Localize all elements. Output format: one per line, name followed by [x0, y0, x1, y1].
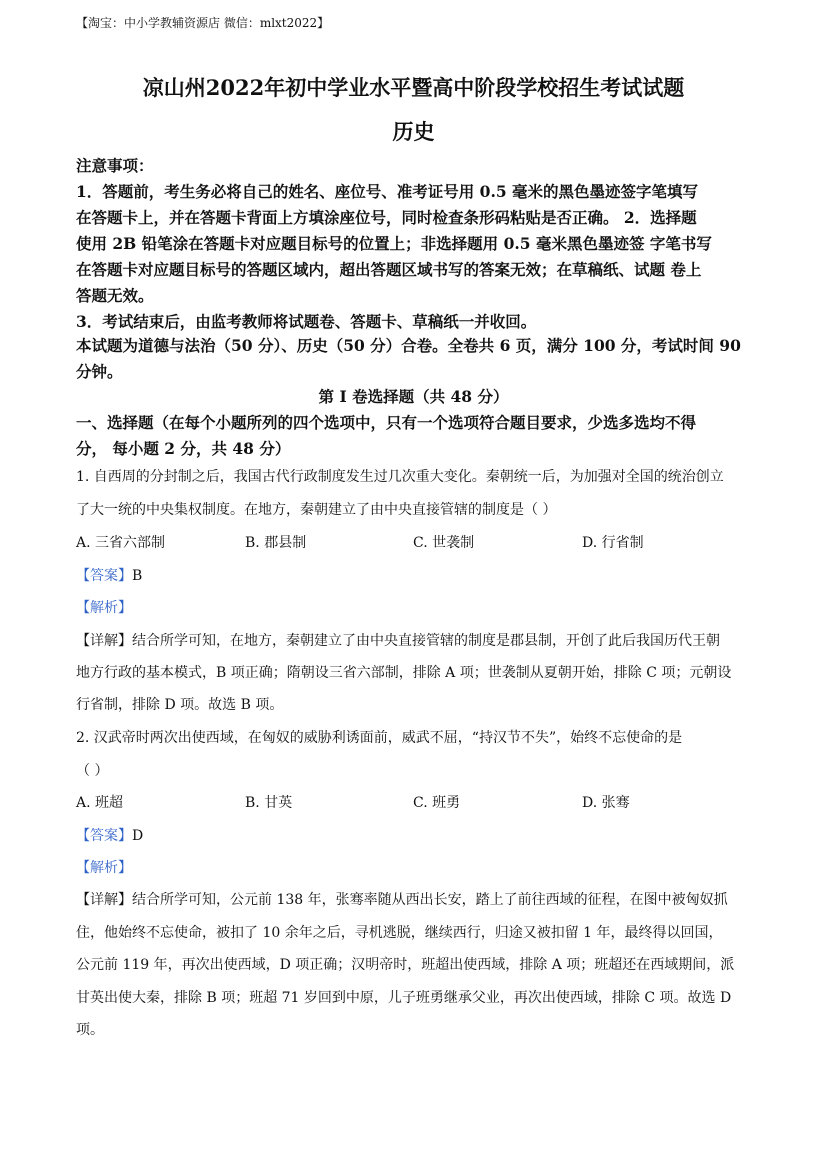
answer-value: B	[132, 568, 143, 584]
option-d: D. 行省制	[582, 535, 644, 551]
question-2-stem: （ ）	[76, 763, 109, 779]
detail-line: 地方行政的基本模式，B 项正确；隋朝设三省六部制，排除 A 项；世袭制从夏朝开始，排除 C 项；元朝设	[76, 665, 732, 681]
notice-line: 在答题卡对应题目标号的答题区域内，超出答题区域书写的答案无效；在草稿纸、试题 卷上	[76, 260, 702, 279]
option-c: C. 班勇	[413, 795, 461, 811]
question-1-stem: 了大一统的中央集权制度。在地方，秦朝建立了由中央直接管辖的制度是（ ）	[76, 502, 557, 518]
option-c: C. 世袭制	[413, 535, 475, 551]
option-b: B. 郡县制	[245, 535, 307, 551]
detail-label: 【详解】	[76, 892, 132, 908]
option-a: A. 班超	[76, 795, 124, 811]
detail-line: 公元前 119 年，再次出使西域，D 项正确；汉明帝时，班超出使西域，排除 A 项；班超还在西域期间，派	[76, 957, 735, 973]
notice-heading: 注意事项：	[76, 156, 154, 175]
notice-line: 本试题为道德与法治（50 分）、历史（50 分）合卷。全卷共 6 页，满分 100 分，考试时间 90	[76, 336, 741, 355]
detail-line: 住，他始终不忘使命，被扣了 10 余年之后，寻机逃脱，继续西行，归途又被扣留 1 年，最终得以回国，	[76, 925, 723, 941]
option-a: A. 三省六部制	[76, 535, 166, 551]
section-instructions: 一、选择题（在每个小题所列的四个选项中，只有一个选项符合题目要求，少选多选均不得	[76, 413, 697, 432]
notice-line: 答题无效。	[76, 286, 154, 305]
notice-line: 使用 2B 铅笔涂在答题卡对应题目标号的位置上；非选择题用 0.5 毫米黑色墨迹签 字笔书写	[76, 234, 712, 253]
analysis-label: 【解析】	[76, 860, 132, 876]
subject-title: 历史	[392, 119, 435, 144]
detail-line: 行省制，排除 D 项。故选 B 项。	[76, 697, 284, 713]
exam-title: 凉山州2022年初中学业水平暨高中阶段学校招生考试试题	[142, 75, 685, 100]
analysis-label: 【解析】	[76, 600, 132, 616]
notice-line: 1．答题前，考生务必将自己的姓名、座位号、准考证号用 0.5 毫米的黑色墨迹签字笔填写	[76, 182, 699, 201]
answer-line	[76, 565, 142, 585]
detail-line	[76, 889, 728, 909]
question-2-stem: 2. 汉武帝时两次出使西域，在匈奴的威胁利诱面前，威武不屈，“持汉节不失”，始终不忘使命的是	[76, 730, 683, 746]
question-1-stem: 1. 自西周的分封制之后，我国古代行政制度发生过几次重大变化。秦朝统一后，为加强对全国的统治创立	[76, 469, 724, 485]
watermark-header: 【淘宝：中小学教辅资源店 微信：mlxt2022】	[76, 16, 330, 30]
detail-line	[76, 630, 720, 650]
section-instructions: 分， 每小题 2 分，共 48 分）	[76, 439, 291, 458]
detail-text: 结合所学可知，在地方，秦朝建立了由中央直接管辖的制度是郡县制，开创了此后我国历代王朝	[132, 633, 720, 649]
detail-label: 【详解】	[76, 633, 132, 649]
notice-line: 3．考试结束后，由监考教师将试题卷、答题卡、草稿纸一并收回。	[76, 312, 537, 331]
answer-line	[76, 825, 143, 845]
option-d: D. 张骞	[582, 795, 630, 811]
answer-label: 【答案】	[76, 828, 132, 844]
detail-line: 项。	[76, 1022, 104, 1038]
notice-line: 分钟。	[76, 362, 123, 381]
answer-value: D	[132, 828, 144, 844]
detail-text: 结合所学可知，公元前 138 年，张骞率随从西出长安，踏上了前往西域的征程，在图中被匈奴抓	[132, 892, 728, 908]
detail-line: 甘英出使大秦，排除 B 项；班超 71 岁回到中原，儿子班勇继承父业，再次出使西域，排除 C 项。故选 D	[76, 990, 732, 1006]
answer-label: 【答案】	[76, 568, 132, 584]
notice-line: 在答题卡上，并在答题卡背面上方填涂座位号，同时检查条形码粘贴是否正确。 2．选择题	[76, 208, 697, 227]
section-title: 第 I 卷选择题（共 48 分）	[318, 387, 509, 406]
option-b: B. 甘英	[245, 795, 293, 811]
